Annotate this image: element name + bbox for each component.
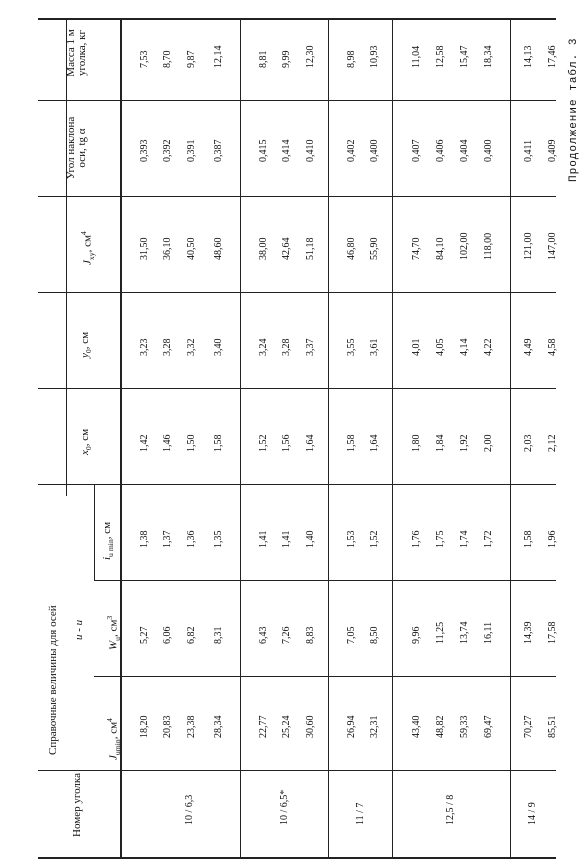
table-cell-x0: 2,12: [547, 434, 558, 452]
table-cell-y0: 3,28: [162, 338, 173, 356]
table-cell-w-u: 8,50: [369, 626, 380, 644]
table-cell-x0: 1,58: [346, 434, 357, 452]
table-cell-w-u: 8,83: [305, 626, 316, 644]
table-cell-y0: 3,40: [213, 338, 224, 356]
group-header-line-2: [94, 484, 95, 580]
header-x0: $x_0$, см: [79, 428, 94, 455]
table-cell-j-umin: 23,38: [186, 715, 197, 738]
table-cell-jxy: 42,64: [281, 237, 292, 260]
table-cell-w-u: 8,31: [213, 626, 224, 644]
table-cell-mass: 18,34: [483, 45, 494, 68]
table-cell-y0: 4,58: [547, 338, 558, 356]
table-cell-mass: 17,46: [547, 45, 558, 68]
table-cell-x0: 1,46: [162, 434, 173, 452]
profile-number-cell: 10 / 6,3: [184, 794, 195, 825]
table-cell-tg: 0,400: [483, 139, 494, 162]
header-i-umin: $i_{u min}$, см: [101, 521, 116, 560]
col-sep-y0-jxy: [38, 292, 556, 293]
table-cell-x0: 1,84: [435, 434, 446, 452]
table-cell-tg: 0,387: [213, 139, 224, 162]
table-cell-mass: 7,53: [139, 50, 150, 68]
header-jxy: $J_{xy}$, $см^4$: [79, 231, 96, 265]
profile-number-cell: 11 / 7: [355, 802, 366, 825]
table-cell-y0: 3,55: [346, 338, 357, 356]
table-cell-j-umin: 43,40: [411, 715, 422, 738]
table-cell-jxy: 121,00: [523, 232, 534, 260]
table-cell-y0: 4,49: [523, 338, 534, 356]
header-mass: Масса 1 м уголка, кг: [65, 29, 88, 77]
table-cell-x0: 1,92: [459, 434, 470, 452]
col-sep-j-w: [94, 676, 556, 677]
table-cell-i-umin: 1,38: [139, 530, 150, 548]
table-cell-y0: 3,32: [186, 338, 197, 356]
table-cell-x0: 1,56: [281, 434, 292, 452]
table-cell-tg: 0,410: [305, 139, 316, 162]
group-sep-2: [328, 18, 329, 857]
table-cell-y0: 3,23: [139, 338, 150, 356]
table-cell-w-u: 6,43: [258, 626, 269, 644]
table-cell-mass: 10,93: [369, 45, 380, 68]
table-cell-jxy: 118,00: [483, 232, 494, 260]
table-cell-mass: 8,98: [346, 50, 357, 68]
table-cell-tg: 0,411: [523, 139, 534, 162]
table-cell-i-umin: 1,53: [346, 530, 357, 548]
table-cell-j-umin: 85,51: [547, 715, 558, 738]
header-profile-number: Номер уголка: [71, 773, 83, 837]
table-cell-i-umin: 1,58: [523, 530, 534, 548]
table-cell-i-umin: 1,36: [186, 530, 197, 548]
table-cell-i-umin: 1,75: [435, 530, 446, 548]
table-cell-tg: 0,407: [411, 139, 422, 162]
profile-number-cell: 10 / 6,5*: [279, 789, 290, 825]
table-cell-x0: 1,80: [411, 434, 422, 452]
table-cell-jxy: 48,60: [213, 237, 224, 260]
table-cell-i-umin: 1,37: [162, 530, 173, 548]
table-cell-i-umin: 1,52: [369, 530, 380, 548]
table-cell-w-u: 9,96: [411, 626, 422, 644]
table-cell-j-umin: 18,20: [139, 715, 150, 738]
table-cell-x0: 1,58: [213, 434, 224, 452]
table-cell-w-u: 6,06: [162, 626, 173, 644]
table-cell-mass: 14,13: [523, 45, 534, 68]
table-cell-mass: 9,87: [186, 50, 197, 68]
header-y0: $y_0$, см: [79, 331, 94, 358]
table-bottom-rule: [38, 857, 556, 859]
table-cell-i-umin: 1,72: [483, 530, 494, 548]
table-cell-i-umin: 1,74: [459, 530, 470, 548]
table-cell-y0: 3,28: [281, 338, 292, 356]
table-cell-mass: 8,81: [258, 50, 269, 68]
table-cell-w-u: 14,39: [523, 621, 534, 644]
table-cell-i-umin: 1,35: [213, 530, 224, 548]
table-cell-jxy: 36,10: [162, 237, 173, 260]
table-cell-x0: 1,42: [139, 434, 150, 452]
table-cell-tg: 0,404: [459, 139, 470, 162]
table-cell-x0: 1,64: [305, 434, 316, 452]
col-sep-jxy-tg: [38, 196, 556, 197]
table-cell-x0: 1,50: [186, 434, 197, 452]
table-cell-j-umin: 32,31: [369, 715, 380, 738]
col-sep-profile: [38, 770, 556, 771]
group-sep-4: [510, 18, 511, 857]
col-sep-ref-x0: [38, 484, 556, 485]
table-cell-i-umin: 1,96: [547, 530, 558, 548]
table-cell-y0: 3,37: [305, 338, 316, 356]
table-cell-tg: 0,400: [369, 139, 380, 162]
table-cell-x0: 2,00: [483, 434, 494, 452]
col-sep-w-i: [94, 580, 556, 581]
header-w-u: $W_u$, $см^3$: [105, 615, 122, 650]
table-cell-j-umin: 28,34: [213, 715, 224, 738]
table-cell-mass: 9,99: [281, 50, 292, 68]
table-cell-jxy: 31,50: [139, 237, 150, 260]
table-cell-tg: 0,415: [258, 139, 269, 162]
table-cell-w-u: 5,27: [139, 626, 150, 644]
table-cell-jxy: 51,18: [305, 237, 316, 260]
table-cell-mass: 8,70: [162, 50, 173, 68]
table-cell-tg: 0,393: [139, 139, 150, 162]
table-cell-jxy: 84,10: [435, 237, 446, 260]
group-sep-3: [392, 18, 393, 857]
table-cell-i-umin: 1,40: [305, 530, 316, 548]
table-cell-jxy: 40,50: [186, 237, 197, 260]
table-cell-y0: 4,05: [435, 338, 446, 356]
table-cell-i-umin: 1,41: [258, 530, 269, 548]
col-sep-tg-mass: [38, 100, 556, 101]
table-cell-i-umin: 1,41: [281, 530, 292, 548]
table-cell-y0: 3,24: [258, 338, 269, 356]
profile-number-cell: 14 / 9: [527, 802, 538, 825]
table-cell-tg: 0,391: [186, 139, 197, 162]
table-cell-x0: 2,03: [523, 434, 534, 452]
table-cell-tg: 0,406: [435, 139, 446, 162]
table-cell-j-umin: 20,83: [162, 715, 173, 738]
table-cell-mass: 12,58: [435, 45, 446, 68]
table-cell-y0: 4,01: [411, 338, 422, 356]
table-cell-jxy: 55,90: [369, 237, 380, 260]
table-cell-w-u: 6,82: [186, 626, 197, 644]
table-top-rule: [38, 18, 556, 20]
table-cell-w-u: 7,05: [346, 626, 357, 644]
table-cell-mass: 12,14: [213, 45, 224, 68]
table-cell-jxy: 147,00: [547, 232, 558, 260]
table-cell-x0: 1,64: [369, 434, 380, 452]
profile-number-cell: 12,5 / 8: [445, 794, 456, 825]
table-cell-j-umin: 25,24: [281, 715, 292, 738]
table-cell-w-u: 11,25: [435, 621, 446, 644]
table-cell-jxy: 46,80: [346, 237, 357, 260]
table-cell-y0: 3,61: [369, 338, 380, 356]
table-cell-i-umin: 1,76: [411, 530, 422, 548]
table-cell-x0: 1,52: [258, 434, 269, 452]
table-cell-jxy: 74,70: [411, 237, 422, 260]
table-cell-tg: 0,414: [281, 139, 292, 162]
table-cell-j-umin: 59,33: [459, 715, 470, 738]
header-reference-values: Справочные величины для осей: [47, 605, 59, 755]
table-cell-w-u: 13,74: [459, 621, 470, 644]
col-sep-x0-y0: [38, 388, 556, 389]
table-cell-j-umin: 26,94: [346, 715, 357, 738]
table-cell-mass: 15,47: [459, 45, 470, 68]
table-cell-j-umin: 30,60: [305, 715, 316, 738]
table-cell-jxy: 102,00: [459, 232, 470, 260]
table-cell-tg: 0,392: [162, 139, 173, 162]
table-cell-y0: 4,14: [459, 338, 470, 356]
table-cell-w-u: 16,11: [483, 621, 494, 644]
table-cell-y0: 4,22: [483, 338, 494, 356]
header-angle: Угол наклона оси, tg α: [65, 116, 88, 180]
continuation-note: Продолжение табл. 3: [568, 37, 580, 182]
table-cell-j-umin: 22,77: [258, 715, 269, 738]
table-cell-tg: 0,402: [346, 139, 357, 162]
table-cell-jxy: 38,00: [258, 237, 269, 260]
table-cell-mass: 12,30: [305, 45, 316, 68]
table-cell-j-umin: 48,82: [435, 715, 446, 738]
table-cell-mass: 11,04: [411, 45, 422, 68]
header-j-umin: $J_{umin}$, $см^4$: [105, 718, 122, 760]
header-axis-u: u - u: [73, 619, 85, 640]
table-cell-j-umin: 69,47: [483, 715, 494, 738]
table-cell-w-u: 17,58: [547, 621, 558, 644]
table-cell-tg: 0,409: [547, 139, 558, 162]
group-sep-1: [240, 18, 241, 857]
table-cell-j-umin: 70,27: [523, 715, 534, 738]
table-cell-w-u: 7,26: [281, 626, 292, 644]
